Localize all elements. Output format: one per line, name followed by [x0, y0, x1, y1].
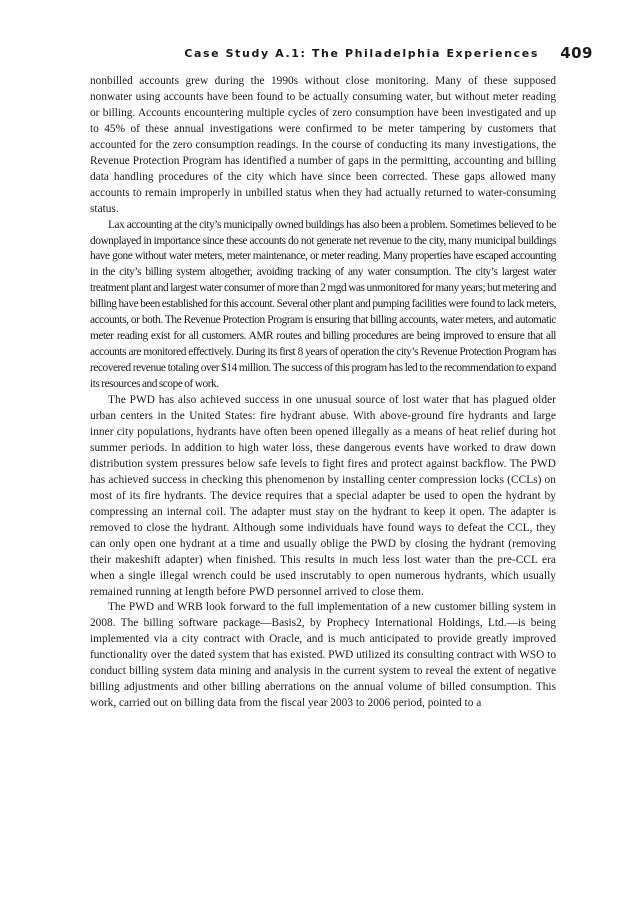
running-header [93, 44, 593, 64]
paragraph-municipal-buildings: Lax accounting at the city’s municipally owned buildings has also been a problem. Sometimes believed to be downplayed in importance since these accounts do not generate net revenue to the city, many municipal buildings have gone without water meters, meter maintenance, or meter reading. Many properties have escaped accounting in the city’s billing system altogether, avoiding tracking of any water consumption. The city’s largest water treatment plant and largest water consumer of more than 2 mgd was unmonitored for many years; but metering and billing have been established for this account. Several other plant and pumping facilities were found to lack meters, accounts, or both. The Revenue Protection Program is ensuring that billing accounts, water meters, and automatic meter reading exist for all customers. AMR routes and billing procedures are being improved to ensure that all accounts are monitored effectively. During its first 8 years of operation the city’s Revenue Protection Program has recovered revenue totaling over $14 million. The success of this program has led to the recommendation to expand its resources and scope of work. [90, 218, 556, 391]
page-number: 409 [560, 44, 593, 62]
paragraph-fire-hydrant-abuse: The PWD has also achieved success in one unusual source of lost water that has plagued older urban centers in the United States: fire hydrant abuse. With above-ground fire hydrants and large inner city populations, hydrants have often been opened illegally as a means of heat relief during hot summer periods. In addition to high water loss, these dangerous events have worked to draw down distribution system pressures below safe levels to fight fires and protect against backflow. The PWD has achieved success in checking this phenomenon by installing center compression locks (CCLs) on most of its fire hydrants. The device requires that a special adapter be used to open the hydrant by compressing an internal coil. The adapter must stay on the hydrant to keep it open. The adapter is removed to close the hydrant. Although some individuals have found ways to defeat the CCL, they can only open one hydrant at a time and usually oblige the PWD by closing the hydrant (removing their makeshift adapter) when finished. This results in much less lost water than the pre-CCL era when a single illegal wrench could be used inscrutably to open numerous hydrants, which usually remained running at length before PWD personnel arrived to close them. [90, 394, 556, 598]
body-text [90, 74, 556, 712]
paragraph-billing-system: The PWD and WRB look forward to the full implementation of a new customer billing system in 2008. The billing software package—Basis2, by Prophecy International Holdings, Ltd.—is being implemented via a city contract with Oracle, and is much anticipated to provide greatly improved functionality over the dated system that has existed. PWD utilized its consulting contract with WSO to conduct billing system data mining and analysis in the current system to reveal the extent of negative billing adjustments and other billing aberrations on the annual volume of billed consumption. This work, carried out on billing data from the fiscal year 2003 to 2006 period, pointed to a [90, 601, 556, 710]
running-title: Case Study A.1: The Philadelphia Experiences [184, 47, 539, 60]
paragraph-nonbilled-accounts: nonbilled accounts grew during the 1990s without close monitoring. Many of these supposed nonwater using accounts have been found to be actually consuming water, but without meter reading or billing. Accounts encountering multiple cycles of zero consumption have been investigated and up to 45% of these annual investigations were confirmed to be meter tampering by customers that accounted for the zero consumption readings. In the course of conducting its many investigations, the Revenue Protection Program has identified a number of gaps in the permitting, accounting and billing data handling procedures of the city which have since been corrected. These gaps allowed many accounts to remain improperly in unbilled status when they had actually returned to water-consuming status. [90, 75, 556, 215]
